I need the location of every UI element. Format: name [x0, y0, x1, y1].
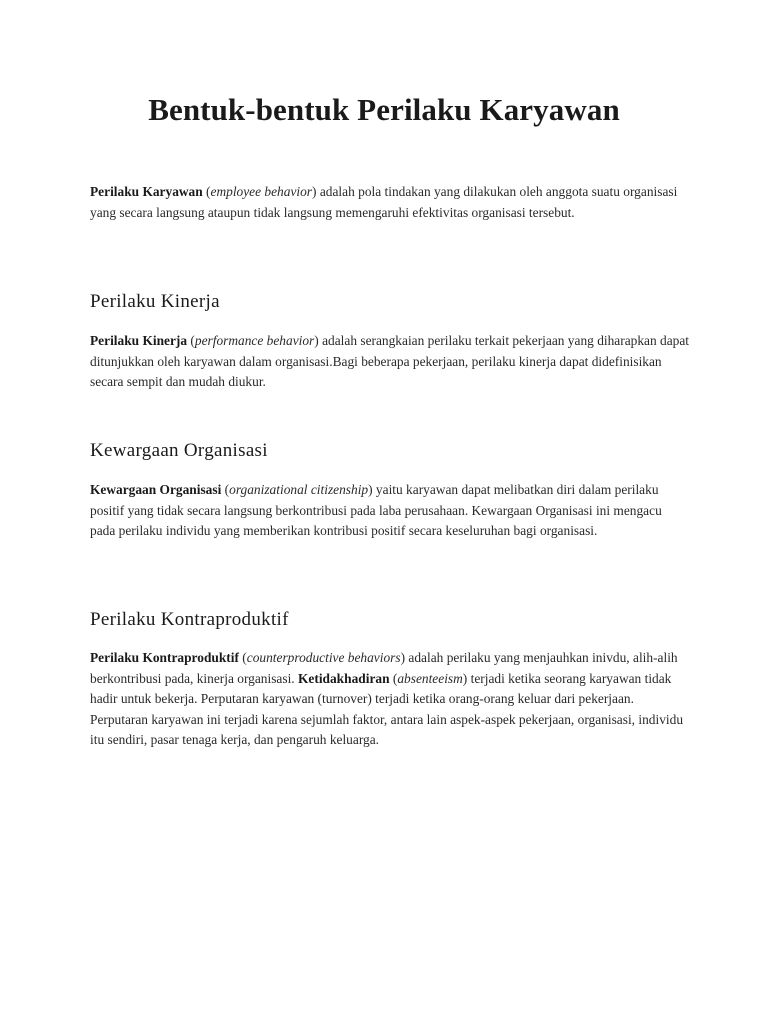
text-span: (: [202, 184, 211, 199]
term-english-italic: absenteeism: [397, 670, 463, 686]
section-paragraph-perilaku-kinerja: [90, 331, 690, 393]
section-paragraph-kewargaan-organisasi: [90, 480, 690, 542]
section-heading-perilaku-kontraproduktif: Perilaku Kontraproduktif: [90, 609, 289, 630]
text-span: ) adalah perilaku yang menjauhkan inivdu, alih-alih berkontribusi pada, kinerja organisasi.: [90, 650, 678, 686]
section-heading-kewargaan-organisasi: Kewargaan Organisasi: [90, 440, 268, 461]
intro-paragraph: [90, 182, 690, 223]
section-heading-perilaku-kinerja: Perilaku Kinerja: [90, 291, 220, 312]
text-span: (: [221, 482, 230, 497]
text-span: ) adalah pola tindakan yang dilakukan oleh anggota suatu organisasi yang secara langsung ataupun tidak langsung memengaruhi efektivitas organisasi tersebut.: [90, 184, 678, 220]
text-span: ) yaitu karyawan dapat melibatkan diri dalam perilaku positif yang tidak secara langsung berkontribusi pada laba perusahaan. Kewargaan Organisasi ini mengacu pada perilaku individu yang memberikan kontribusi positif secara keseluruhan bagi organisasi.: [90, 482, 662, 539]
term-english-italic: performance behavior: [194, 333, 315, 348]
text-span: (: [389, 670, 398, 686]
term-bold: Ketidakhadiran: [298, 670, 390, 686]
text-span: ) adalah serangkaian perilaku terkait pekerjaan yang diharapkan dapat ditunjukkan oleh karyawan dalam organisasi.Bagi beberapa pekerjaan, perilaku kinerja dapat didefinisikan secara sempit dan mudah diukur.: [90, 333, 690, 390]
section-paragraph-perilaku-kontraproduktif: [90, 648, 690, 751]
text-span: (: [187, 333, 195, 348]
term-bold: Perilaku Karyawan: [90, 184, 203, 199]
page-title: Bentuk-bentuk Perilaku Karyawan: [148, 92, 620, 127]
term-english-italic: employee behavior: [210, 184, 313, 199]
term-english-italic: counterproductive behaviors: [246, 650, 401, 665]
text-span: (: [238, 650, 247, 665]
term-bold: Kewargaan Organisasi: [90, 482, 222, 497]
term-bold: Perilaku Kinerja: [90, 333, 188, 348]
text-span: ) terjadi ketika seorang karyawan tidak hadir untuk bekerja. Perputaran karyawan (turnover) terjadi ketika orang-orang keluar dari pekerjaan. Perputaran karyawan ini terjadi karena sejumlah faktor, antara lain aspek-aspek pekerjaan, organisasi, individu itu sendiri, pasar tenaga kerja, dan pengaruh keluarga.: [90, 670, 684, 748]
term-bold: Perilaku Kontraproduktif: [90, 650, 239, 665]
term-english-italic: organizational citizenship: [229, 482, 369, 497]
